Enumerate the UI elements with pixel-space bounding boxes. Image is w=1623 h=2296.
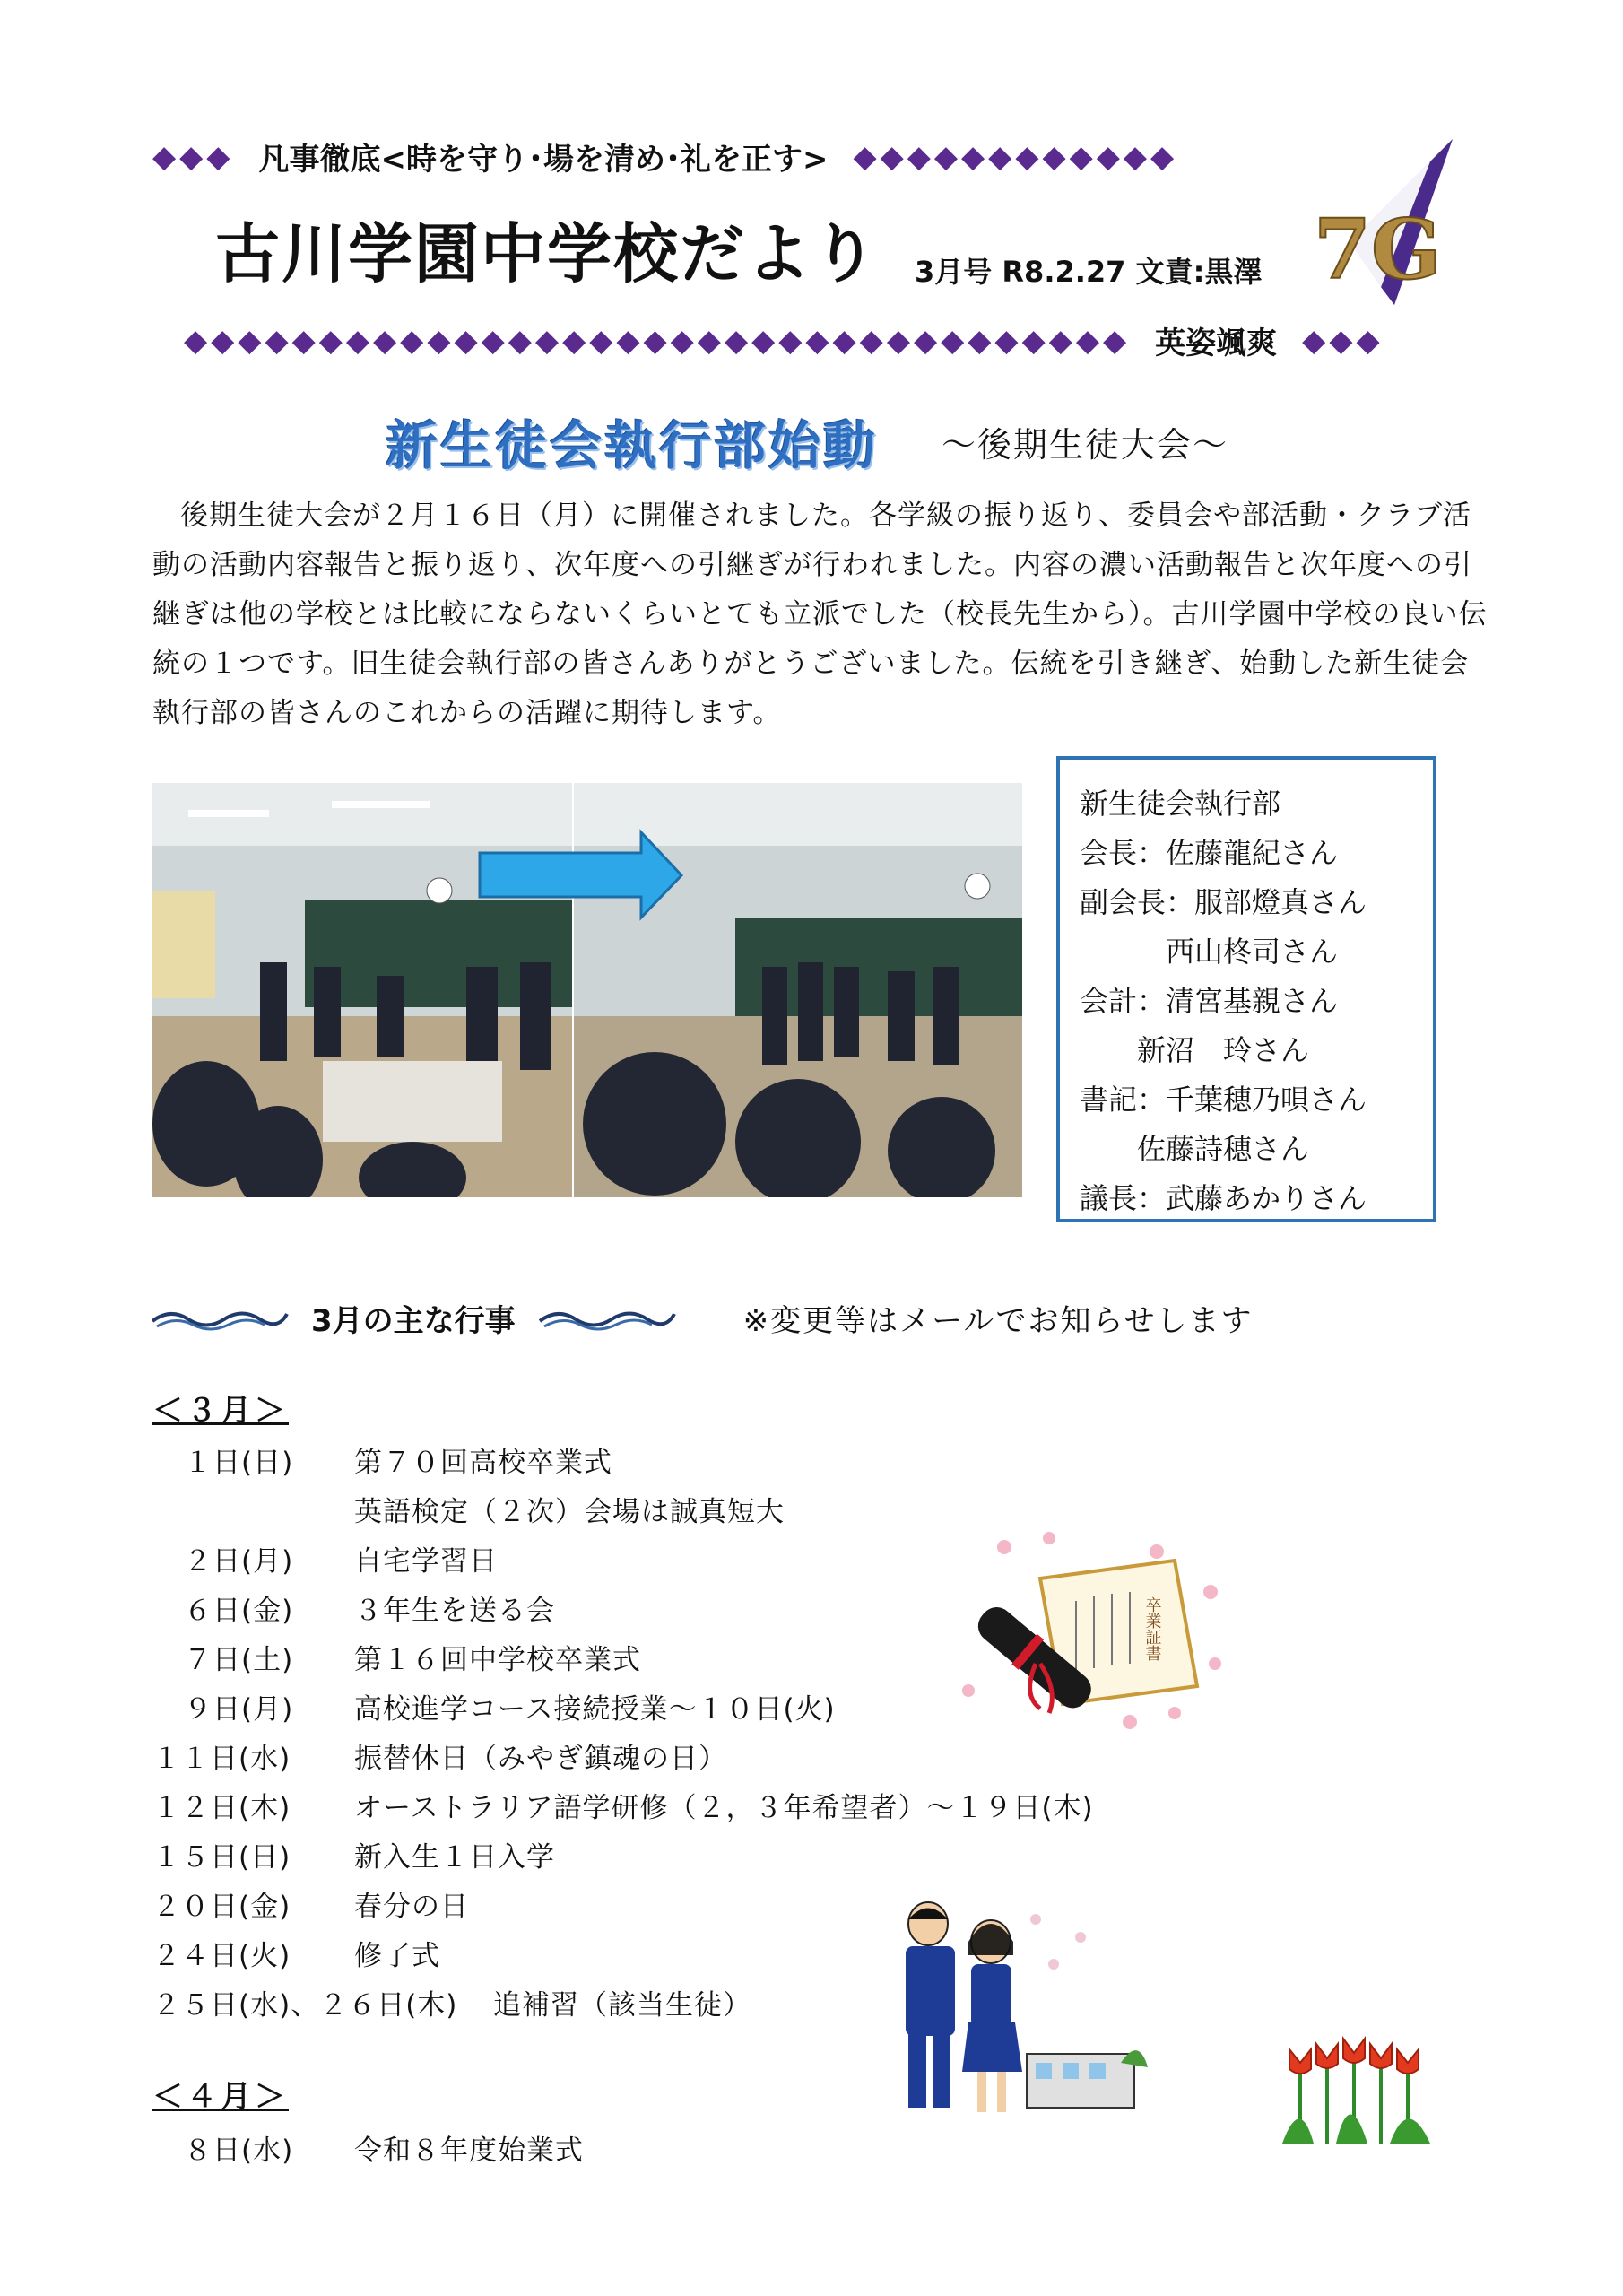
wave-ornament-left-icon	[148, 1303, 291, 1334]
slogan-text: 英姿颯爽	[1155, 326, 1278, 361]
event-date: ９日(月)	[184, 1693, 294, 1726]
event-row	[184, 1637, 641, 1677]
council-line: 議長：武藤あかりさん	[1080, 1181, 1367, 1215]
month-label-march: ＜３月＞	[152, 1393, 289, 1429]
diamond-ornament-left: ◆◆◆	[152, 138, 234, 175]
events-heading: 3月の主な行事	[311, 1303, 516, 1339]
event-row	[152, 1735, 727, 1776]
event-text: 令和８年度始業式	[354, 2135, 584, 2167]
header-slogan-row	[184, 318, 1384, 362]
event-date: ７日(土)	[184, 1644, 294, 1676]
wave-ornament-right-icon	[535, 1303, 679, 1334]
event-date: ８日(水)	[184, 2135, 294, 2167]
event-date: ２０日(金)	[152, 1891, 291, 1923]
diamond-ornament-end: ◆◆◆	[1302, 322, 1384, 359]
event-text: 第１６回中学校卒業式	[354, 1644, 641, 1676]
event-text: 追補習（該当生徒）	[493, 1989, 751, 2022]
event-row	[152, 1785, 1094, 1825]
event-text: 第７０回高校卒業式	[354, 1447, 612, 1479]
events-note: ※変更等はメールでお知らせします	[742, 1303, 1254, 1339]
event-date: １５日(日)	[152, 1841, 291, 1874]
event-date: １２日(木)	[152, 1792, 291, 1824]
event-row	[184, 1686, 836, 1726]
event-row	[152, 1982, 751, 2022]
article-headline: 新生徒会執行部始動	[386, 415, 879, 476]
event-row	[152, 1883, 469, 1924]
event-text: 自宅学習日	[354, 1545, 498, 1578]
event-text: 修了式	[354, 1940, 440, 1972]
event-date: １１日(水)	[152, 1743, 291, 1775]
event-date: ６日(金)	[184, 1595, 294, 1627]
event-row	[184, 1439, 612, 1480]
council-line: 西山柊司さん	[1080, 935, 1339, 969]
header-motto-row	[152, 135, 1177, 178]
event-text: 春分の日	[354, 1891, 469, 1923]
council-line: 副会長：服部燈真さん	[1080, 885, 1367, 919]
event-date: ２日(月)	[184, 1545, 294, 1578]
diamond-ornament-right: ◆◆◆◆◆◆◆◆◆◆◆◆	[853, 138, 1178, 175]
council-members-box	[1056, 756, 1436, 1222]
motto-text: 凡事徹底<時を守り･場を清め･礼を正す>	[258, 142, 829, 178]
council-line: 佐藤詩穂さん	[1080, 1132, 1310, 1166]
article-subhead: ～後期生徒大会～	[942, 425, 1229, 465]
diploma-illustration	[950, 1529, 1228, 1735]
article-body: 後期生徒大会が２月１６日（月）に開催されました。各学級の振り返り、委員会や部活動・クラブ活動の活動内容報告と振り返り、次年度への引継ぎが行われました。内容の濃い活動報告と次年度への引継ぎは他の学校とは比較にならないくらいとても立派でした（校長先生から）。古川学園中学校の良い伝統の１つです。旧生徒会執行部の皆さんありがとうございました。伝統を引き継ぎ、始動した新生徒会執行部の皆さんのこれからの活躍に期待します。	[152, 500, 1488, 729]
newsletter-title: 古川学園中学校だより	[215, 216, 880, 291]
events-heading-row	[148, 1296, 1253, 1340]
event-row	[152, 1933, 440, 1973]
event-row	[184, 1489, 785, 1529]
event-text: ３年生を送る会	[354, 1595, 555, 1627]
event-text: 振替休日（みやぎ鎮魂の日）	[354, 1743, 727, 1775]
event-row	[184, 1538, 498, 1578]
event-text: 高校進学コース接続授業～１０日(火)	[354, 1693, 836, 1726]
council-line: 書記：千葉穂乃唄さん	[1080, 1083, 1367, 1117]
event-text: オーストラリア語学研修（２，３年希望者）～１９日(木)	[354, 1792, 1094, 1824]
event-date: １日(日)	[184, 1447, 294, 1479]
council-line: 会長：佐藤龍紀さん	[1080, 836, 1339, 870]
tulips-illustration	[1273, 2031, 1439, 2148]
diamond-ornament-long: ◆◆◆◆◆◆◆◆◆◆◆◆◆◆◆◆◆◆◆◆◆◆◆◆◆◆◆◆◆◆◆◆◆◆◆	[184, 322, 1131, 359]
school-logo	[1296, 135, 1457, 314]
event-text: 新入生１日入学	[354, 1841, 555, 1874]
council-line: 新沼 玲さん	[1080, 1033, 1310, 1067]
event-row	[152, 1834, 555, 1874]
month-label-april: ＜４月＞	[152, 2079, 289, 2115]
council-line: 新生徒会執行部	[1080, 787, 1281, 821]
event-date: ２５日(水)、２６日(木)	[152, 1989, 458, 2022]
student-council-photo	[152, 783, 1022, 1197]
event-row	[184, 2127, 584, 2168]
logo-lettering: 7G	[1314, 201, 1442, 298]
event-date: ２４日(火)	[152, 1940, 291, 1972]
students-illustration	[892, 1901, 1161, 2135]
event-row	[184, 1587, 555, 1628]
council-line: 会計：清宮基親さん	[1080, 984, 1339, 1018]
diploma-lettering: 卒業証書	[1142, 1596, 1162, 1661]
event-text: 英語検定（２次）会場は誠真短大	[354, 1496, 785, 1528]
issue-info: 3月号 R8.2.27 文責:黒澤	[915, 255, 1263, 289]
